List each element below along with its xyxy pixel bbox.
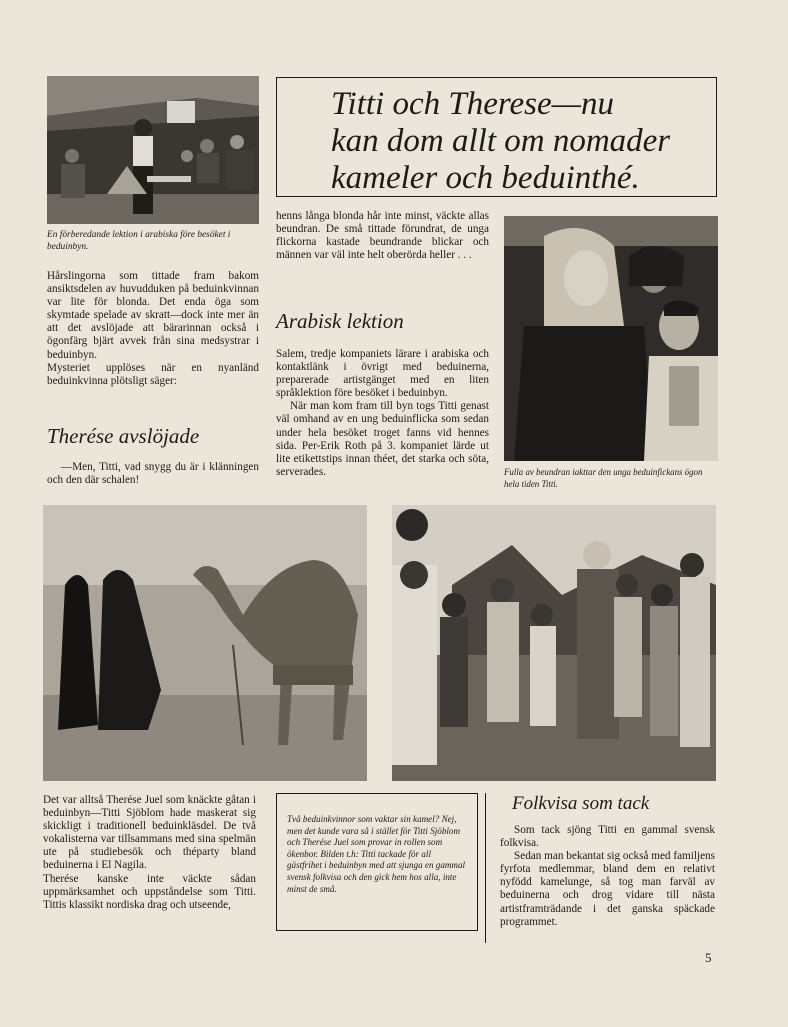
col2-paragraph-2: Salem, tredje kompaniets lärare i arabiska och kontaktlänk i övrigt med beduinerna, preparerade artistgänget med en liten språklektion före besöket i beduinbyn. [276, 348, 489, 400]
col2-paragraph-3: När man kom fram till byn togs Titti genast väl omhand av en ung beduinflicka som sedan under hela besöket troget fanns vid hennes sida. Per-Erik Roth på 3. kompaniet lärde ut lite etikettstips innan théet, det starka och söta, serverades. [276, 400, 489, 478]
bottom-left-paragraph-1: Det var alltså Therése Juel som knäckte gåtan i beduinbyn—Titti Sjöblom hade maskerat sig skickligt i traditionell beduinkläsdel. De två vokalisterna var tillsammans med sina spelmän ute på studiebesök och théparty bland beduinerna i El Nagila. [43, 794, 256, 872]
bottom-right-paragraph-2: Sedan man bekantat sig också med familjens fyrfota medlemmar, bland dem en relativt nyfödd kamelunge, så tog man farväl av beduinerna och drog vidare till nästa artistframträdande i det ganska späckade programmet. [500, 850, 715, 928]
headline-line-1: Titti och Therese—nu [331, 86, 614, 122]
col2-paragraph-1: henns långa blonda hår inte minst, väckte allas beundran. De små tittade förundrat, de unga flickorna kastade beundrande blickar och männen var väl inte helt oberörda heller . . . [276, 210, 489, 262]
headline [331, 86, 701, 197]
section-heading-arabisk: Arabisk lektion [276, 309, 404, 333]
headline-box [276, 77, 717, 197]
camel-image [43, 505, 367, 781]
tent-photo-caption: En förberedande lektion i arabiska före besöket i beduinbyn. [47, 230, 231, 252]
bottom-right-text [500, 824, 715, 929]
headline-line-3: kameler och beduinthé. [331, 160, 640, 196]
col1-paragraph-1: Hårslingorna som tittade fram bakom ansiktsdelen av huvudduken på beduinkvinnan var lite för blonda. Det enda öga som skymtade spelade av skratt—dock inte mer än att det avslöjade att bärarinnan också i ögonfärg bjärt avvek från sina medsystrar i beduinbyn. [47, 270, 259, 361]
headline-line-2: kan dom allt om nomader [331, 123, 671, 159]
girl-admiration-photo [504, 216, 718, 461]
bottom-left-text [43, 794, 256, 912]
section-heading-folkvisa: Folkvisa som tack [512, 793, 650, 814]
girl-admiration-image [504, 216, 718, 461]
column-2-text [276, 210, 489, 262]
col1-paragraph-3: —Men, Titti, vad snygg du är i klänningen och den där schalen! [47, 461, 259, 487]
col1-paragraph-2: Mysteriet upplöses när en nyanländ beduinkvinna plötsligt säger: [47, 361, 259, 387]
girl-photo-caption: Fulla av beundran iakttar den unga beduinfickans ögon hela tiden Titti. [504, 467, 703, 489]
boxed-caption-text: Två beduinkvinnor som vaktar sin kamel? Nej, men det kunde vara så i stället för Titti Sjöblom och Therése Juel som provar in rollen som ökenbor. Bilden t.h: Titti tackade för all gästfrihet i beduinbyn med att sjunga en gammal svensk folkvisa och den gick hem hos alla, inte minst de små. [287, 814, 466, 894]
group-children-image [392, 505, 716, 781]
column-1-text [47, 270, 259, 388]
section-heading-therese: Therése avslöjade [47, 424, 200, 448]
bottom-left-paragraph-2: Therése kanske inte väckte sådan uppmärksamhet och uppståndelse som Titti. Tittis klassikt nordiska drag och utseende, [43, 872, 256, 911]
group-children-photo [392, 505, 716, 781]
tent-lesson-image [47, 76, 259, 224]
bottom-right-paragraph-1: Som tack sjöng Titti en gammal svensk folkvisa. [500, 824, 715, 850]
column-2-text-cont [276, 348, 489, 479]
tent-lesson-photo [47, 76, 259, 224]
page-number: 5 [705, 950, 712, 965]
boxed-caption [276, 793, 478, 931]
column-1-text-end [47, 461, 259, 487]
column-divider [485, 793, 486, 943]
camel-photo [43, 505, 367, 781]
